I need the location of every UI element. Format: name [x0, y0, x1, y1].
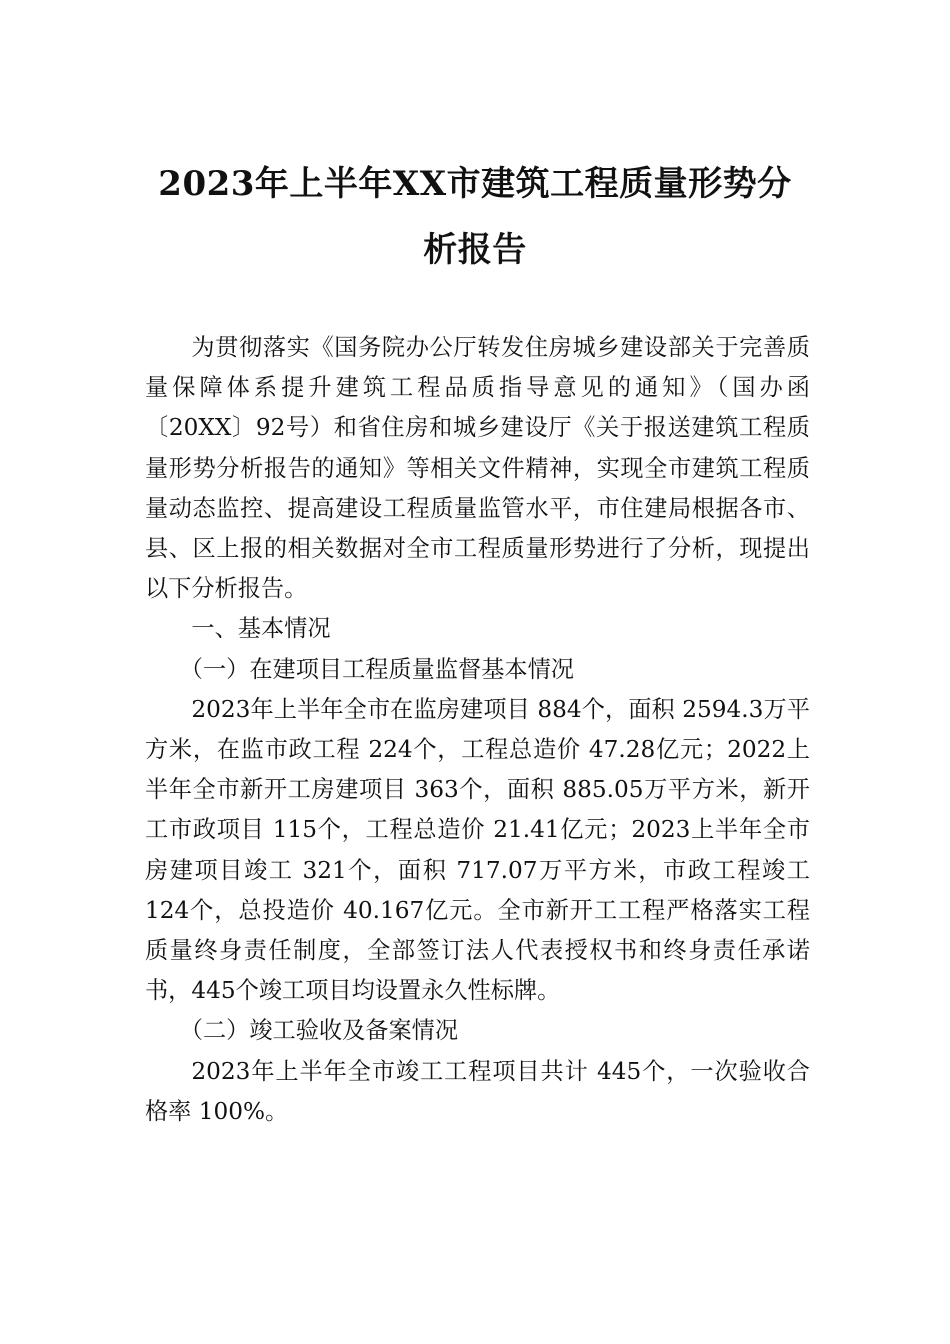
subsection-heading-acceptance: （二）竣工验收及备案情况 [179, 1017, 459, 1045]
acceptance-paragraph: 2023年上半年全市竣工工程项目共计 445个，一次验收合格率 100%。 [145, 1057, 810, 1125]
supervision-paragraph: 2023年上半年全市在监房建项目 884个，面积 2594.3万平方米，在监市政工程 224个，工程总造价 47.28亿元；2022上半年全市新开工房建项目 363个，面积 885.05万平方米，新开工市政项目 115个，工程总造价 21.41亿元；2023上半年全市房建项目竣工 321个，面积 717.07万平方米，市政工程竣工 124个，总投造价 40.167亿元。全市新开工工程严格落实工程质量终身责任制度，全部签订法人代表授权书和终身责任承诺书，445个竣工项目均设置永久性标牌。 [145, 695, 810, 1005]
intro-paragraph: 为贯彻落实《国务院办公厅转发住房城乡建设部关于完善质量保障体系提升建筑工程品质指导意见的通知》（国办函〔20XX〕92号）和省住房和城乡建设厅《关于报送建筑工程质量形势分析报告的通知》等相关文件精神，实现全市建筑工程质量动态监控、提高建设工程质量监管水平，市住建局根据各市、县、区上报的相关数据对全市工程质量形势进行了分析，现提出以下分析报告。 [145, 334, 810, 603]
document-title-line-2: 析报告 [423, 230, 527, 270]
document-body [145, 328, 810, 1132]
section-heading-basic-situation: 一、基本情况 [191, 615, 331, 643]
document-title-line-1: 2023年上半年XX市建筑工程质量形势分 [158, 164, 792, 204]
subsection-heading-supervision: （一）在建项目工程质量监督基本情况 [179, 655, 574, 683]
